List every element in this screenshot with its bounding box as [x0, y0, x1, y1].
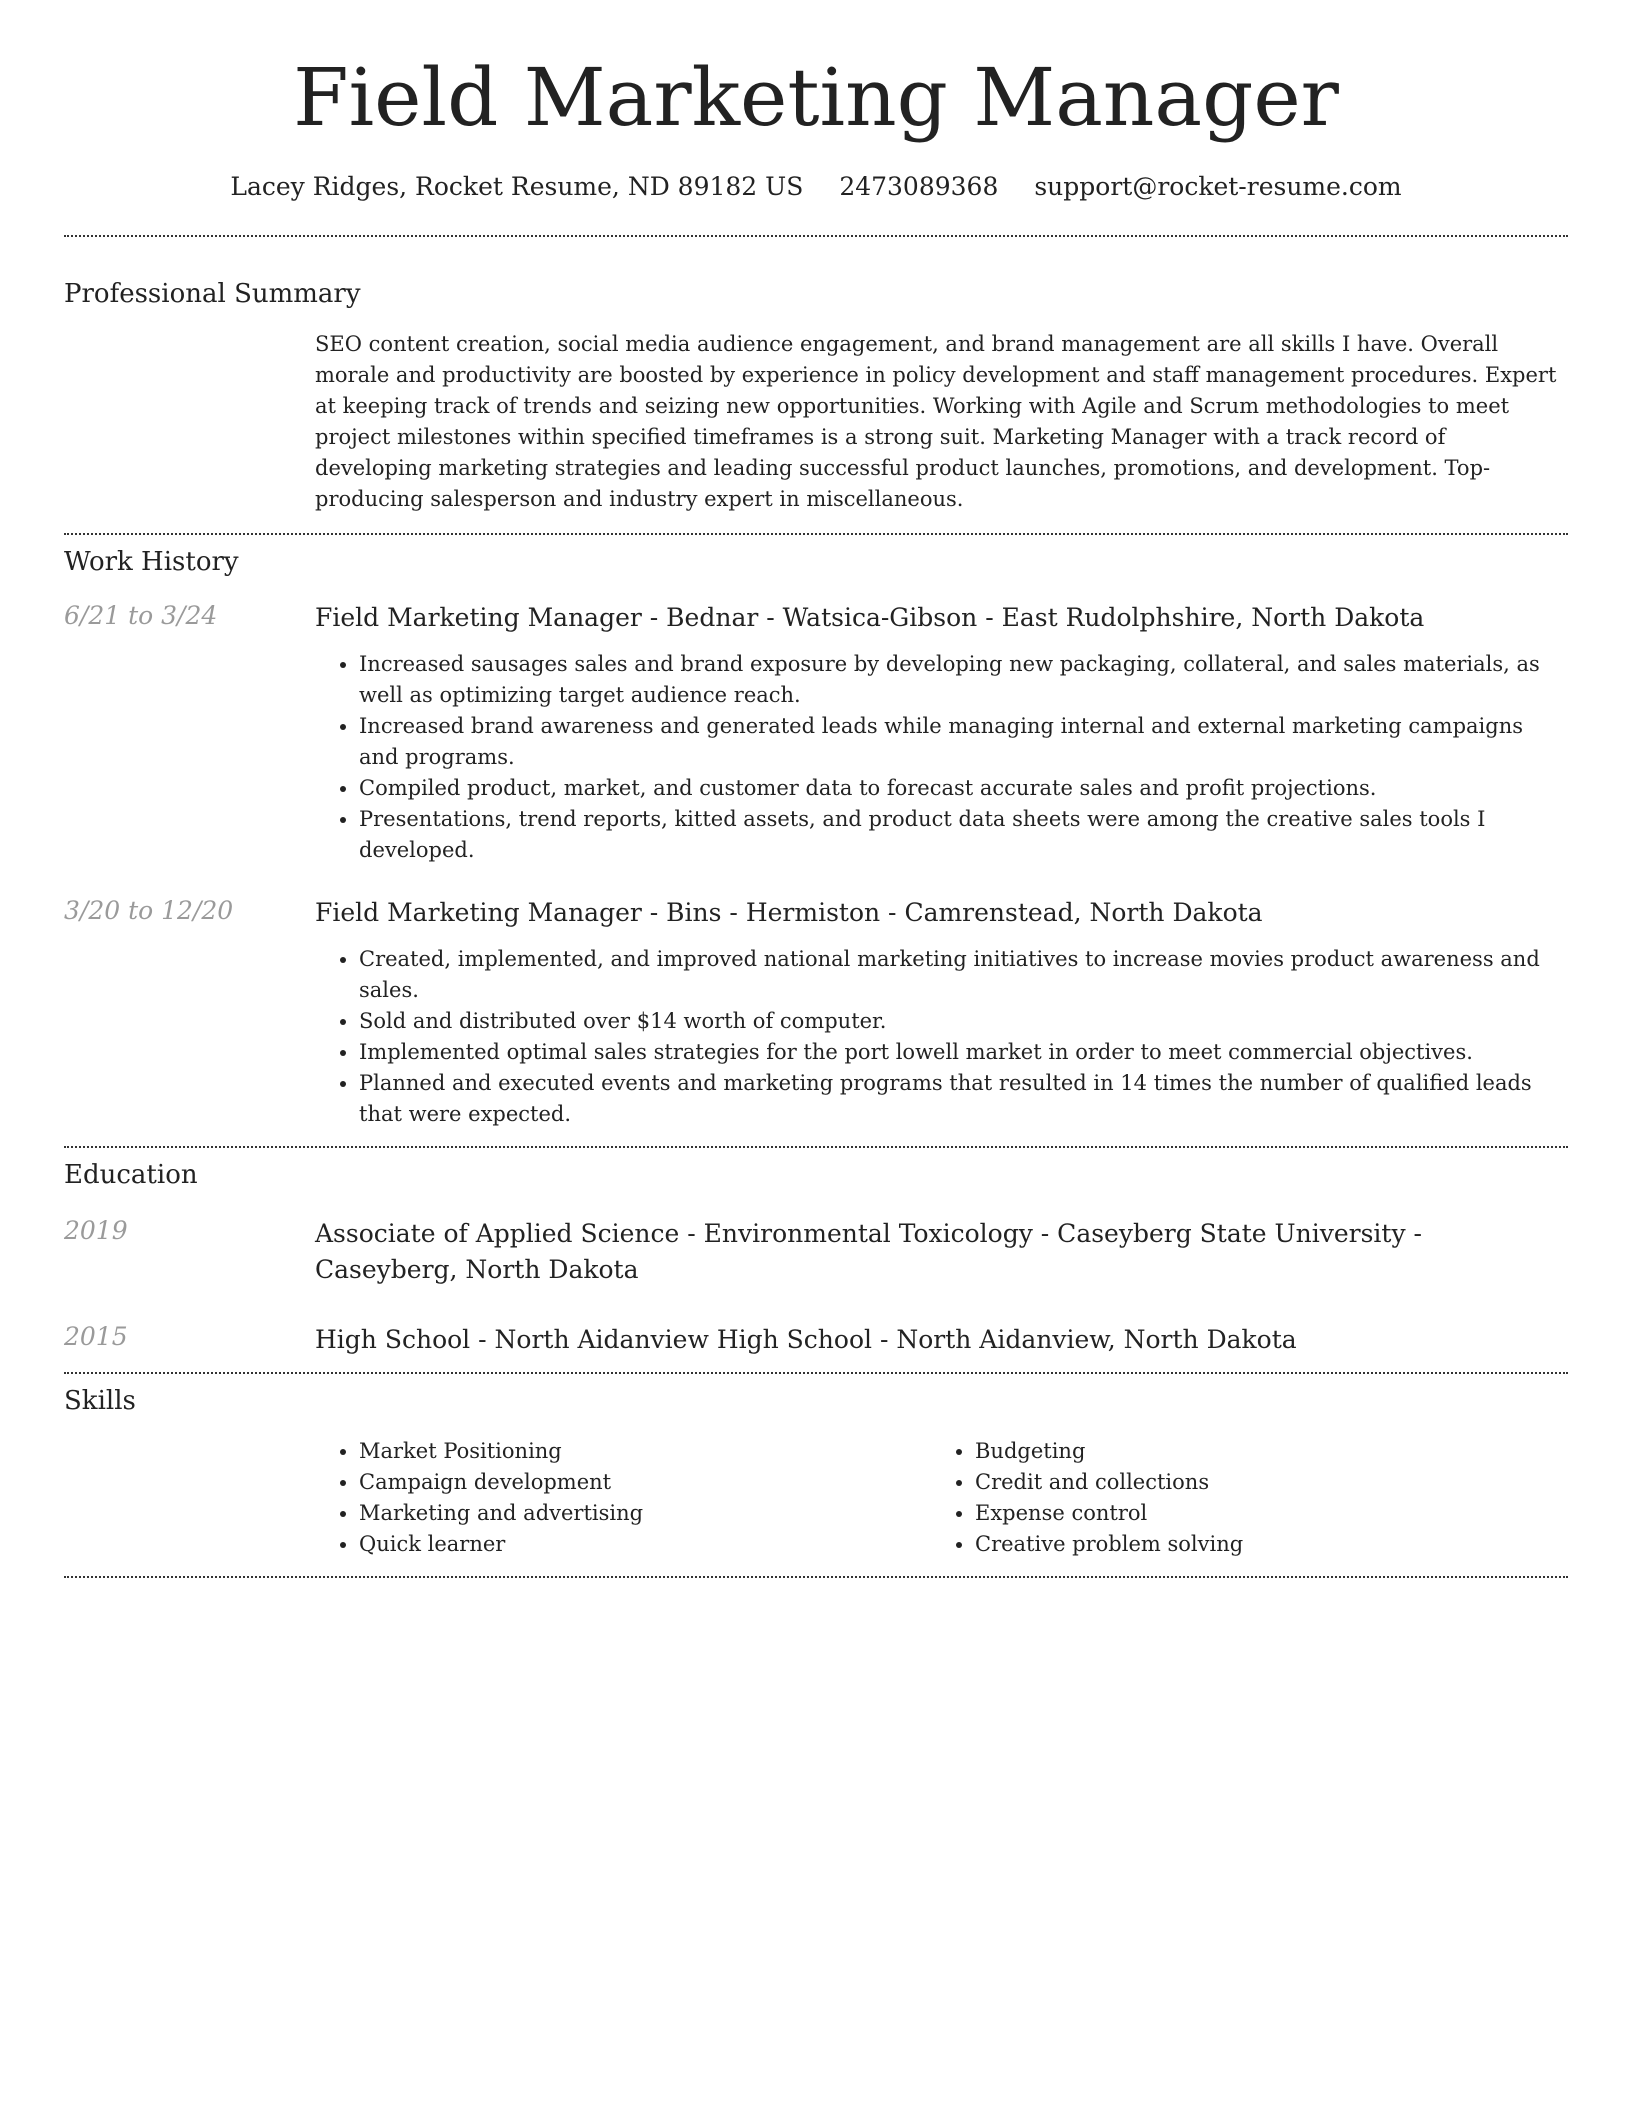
resume-page — [64, 0, 1568, 1578]
education-degree: Associate of Applied Science - Environmental Toxicology — [315, 1219, 1033, 1248]
list-item: • Planned and executed events and marketing programs that resulted in 14 times the number of qualified leads that were expected. — [359, 1068, 1568, 1130]
skill-item: • Market Positioning — [359, 1436, 931, 1467]
skills-columns — [315, 1436, 1568, 1560]
list-item: • Increased sausages sales and brand exposure by developing new packaging, collateral, and sales materials, as well as optimizing target audience reach. — [359, 649, 1568, 711]
skill-item: • Credit and collections — [975, 1467, 1547, 1498]
job-dates: 6/21 to 3/24 — [64, 601, 218, 630]
job-dates: 3/20 to 12/20 — [64, 896, 234, 925]
education-details: - North Aidanview High School - North Aidanview, North Dakota — [470, 1325, 1297, 1354]
job-details: - Bednar - Watsica-Gibson - East Rudolphshire, North Dakota — [641, 603, 1425, 632]
skills-list-right — [931, 1436, 1547, 1560]
divider — [64, 1372, 1568, 1374]
summary-text: SEO content creation, social media audience engagement, and brand management are all skills I have. Overall morale and productivity are boosted by experience in policy development and staff management procedures. Expert at keeping track of trends and seizing new opportunities. Working with Agile and Scrum methodologies to meet project milestones within specified timeframes is a strong suit. Marketing Manager with a track record of developing marketing strategies and leading successful product launches, promotions, and development. Top-producing salesperson and industry expert in miscellaneous. — [315, 332, 1557, 511]
list-item: • Implemented optimal sales strategies for the port lowell market in order to meet commercial objectives. — [359, 1037, 1568, 1068]
job-bullets — [315, 944, 1568, 1130]
skill-item: • Campaign development — [359, 1467, 931, 1498]
list-item: • Created, implemented, and improved national marketing initiatives to increase movies product awareness and sales. — [359, 944, 1568, 1006]
job-content — [315, 896, 1568, 1146]
divider — [64, 1576, 1568, 1578]
candidate-name: Field Marketing Manager — [293, 51, 1339, 144]
skill-item: • Quick learner — [359, 1529, 931, 1560]
section-title-summary: Professional Summary — [64, 279, 361, 309]
summary-spacer — [64, 309, 315, 533]
contact-phone: 2473089368 — [839, 172, 999, 201]
job-heading — [315, 601, 1568, 635]
education-degree: High School — [315, 1325, 471, 1354]
contact-address: Lacey Ridges, Rocket Resume, ND 89182 US — [230, 172, 804, 201]
section-title-skills: Skills — [64, 1386, 136, 1416]
job-heading — [315, 896, 1568, 930]
section-title-education: Education — [64, 1160, 198, 1190]
list-item: • Compiled product, market, and customer data to forecast accurate sales and profit projections. — [359, 773, 1568, 804]
skills-list-left — [315, 1436, 931, 1560]
section-title-work-history: Work History — [64, 547, 239, 577]
education-entry — [64, 1322, 1568, 1358]
summary-row — [64, 309, 1568, 533]
divider — [64, 235, 1568, 237]
job-details: - Bins - Hermiston - Camrenstead, North Dakota — [641, 898, 1263, 927]
job-entry — [64, 601, 1568, 866]
contact-line — [64, 172, 1568, 201]
skill-item: • Budgeting — [975, 1436, 1547, 1467]
skill-item: • Marketing and advertising — [359, 1498, 931, 1529]
skill-item: • Expense control — [975, 1498, 1547, 1529]
education-year: 2015 — [64, 1322, 128, 1351]
list-item: • Presentations, trend reports, kitted assets, and product data sheets were among the creative sales tools I developed. — [359, 804, 1568, 866]
skills-spacer — [64, 1416, 315, 1576]
divider — [64, 1146, 1568, 1148]
education-content — [315, 1322, 1568, 1358]
list-item: • Sold and distributed over $14 worth of computer. — [359, 1006, 1568, 1037]
job-content — [315, 601, 1568, 866]
skills-row — [64, 1416, 1568, 1576]
education-year: 2019 — [64, 1216, 128, 1245]
education-content — [315, 1216, 1568, 1288]
education-entry — [64, 1216, 1568, 1288]
job-role: Field Marketing Manager — [315, 603, 642, 632]
job-entry — [64, 896, 1568, 1146]
education-details: - Caseyberg State University - Caseyberg, North Dakota — [315, 1219, 1422, 1284]
divider — [64, 533, 1568, 535]
list-item: • Increased brand awareness and generated leads while managing internal and external marketing campaigns and programs. — [359, 711, 1568, 773]
contact-email: support@rocket-resume.com — [1034, 172, 1402, 201]
job-bullets — [315, 649, 1568, 866]
job-role: Field Marketing Manager — [315, 898, 642, 927]
skill-item: • Creative problem solving — [975, 1529, 1547, 1560]
